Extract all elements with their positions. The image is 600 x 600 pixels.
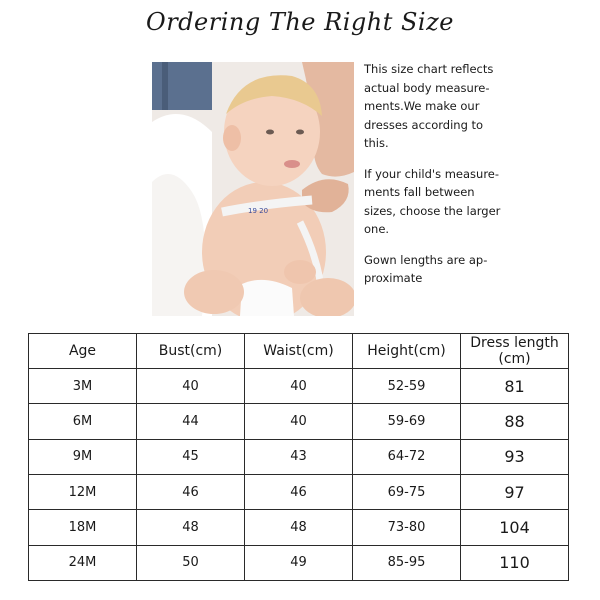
cell-bust: 44 — [137, 404, 245, 439]
cell-bust: 46 — [137, 474, 245, 509]
header-dress-length — [461, 334, 569, 369]
cell-height: 73-80 — [353, 510, 461, 545]
cell-age: 12M — [29, 474, 137, 509]
table-row — [29, 474, 569, 509]
tape-mark-text: 19 20 — [248, 207, 269, 215]
header-dress-length-unit: (cm) — [498, 351, 531, 367]
cell-dress-length: 104 — [461, 510, 569, 545]
table-row — [29, 404, 569, 439]
table-row — [29, 369, 569, 404]
table-row — [29, 439, 569, 474]
note-body-measurements: This size chart reflects actual body measure-ments.We make our dresses according to this. — [364, 62, 494, 150]
header-dress-length-label: Dress length — [470, 335, 559, 351]
note-choose-larger: If your child's measure-ments fall between sizes, choose the larger one. — [364, 166, 501, 236]
table-header-row — [29, 334, 569, 369]
cell-height: 64-72 — [353, 439, 461, 474]
cell-dress-length: 97 — [461, 474, 569, 509]
cell-bust: 40 — [137, 369, 245, 404]
cell-waist: 49 — [245, 545, 353, 580]
page-title: Ordering The Right Size — [146, 8, 454, 36]
header-bust: Bust(cm) — [137, 334, 245, 369]
cell-age: 6M — [29, 404, 137, 439]
cell-waist: 40 — [245, 369, 353, 404]
baby-measurement-photo — [152, 62, 354, 316]
header-height: Height(cm) — [353, 334, 461, 369]
cell-age: 9M — [29, 439, 137, 474]
cell-height: 52-59 — [353, 369, 461, 404]
cell-age: 3M — [29, 369, 137, 404]
header-age: Age — [29, 334, 137, 369]
header-waist: Waist(cm) — [245, 334, 353, 369]
table-row — [29, 545, 569, 580]
cell-age: 24M — [29, 545, 137, 580]
cell-dress-length: 110 — [461, 545, 569, 580]
cell-height: 85-95 — [353, 545, 461, 580]
cell-height: 69-75 — [353, 474, 461, 509]
note-gown-lengths: Gown lengths are ap-proximate — [364, 252, 488, 285]
size-chart-table — [28, 333, 569, 581]
cell-waist: 48 — [245, 510, 353, 545]
cell-bust: 48 — [137, 510, 245, 545]
cell-waist: 40 — [245, 404, 353, 439]
cell-dress-length: 88 — [461, 404, 569, 439]
cell-dress-length: 93 — [461, 439, 569, 474]
cell-waist: 43 — [245, 439, 353, 474]
cell-waist: 46 — [245, 474, 353, 509]
cell-height: 59-69 — [353, 404, 461, 439]
cell-bust: 45 — [137, 439, 245, 474]
cell-bust: 50 — [137, 545, 245, 580]
table-row — [29, 510, 569, 545]
size-chart-notes — [364, 60, 504, 300]
cell-dress-length: 81 — [461, 369, 569, 404]
cell-age: 18M — [29, 510, 137, 545]
